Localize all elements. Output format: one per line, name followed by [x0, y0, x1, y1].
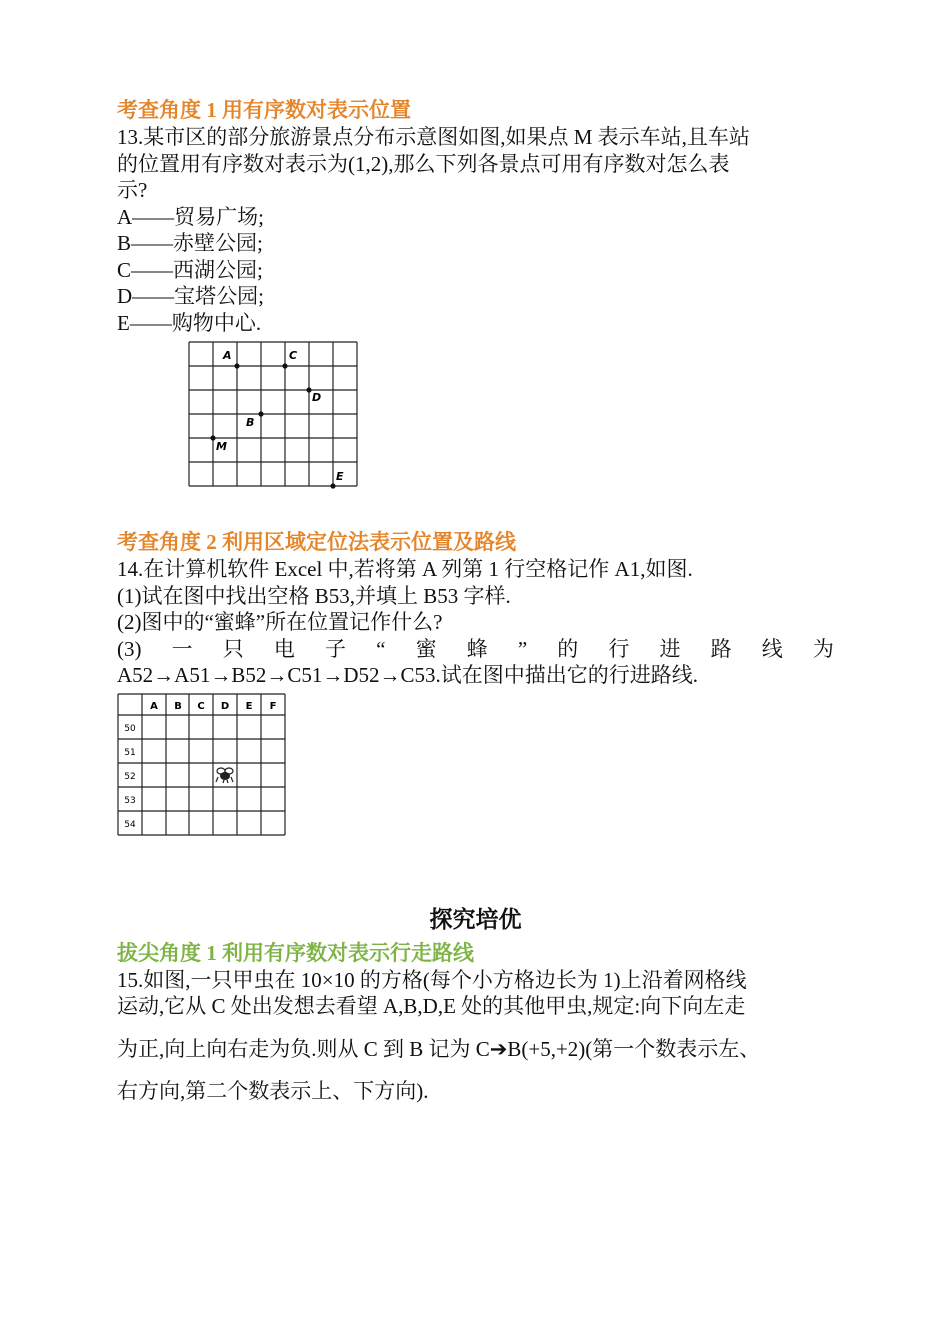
point-a — [234, 363, 239, 368]
section-1-heading: 考查角度 1 用有序数对表示位置 — [117, 98, 411, 122]
q13-line-1: 13.某市区的部分旅游景点分布示意图如图,如果点 M 表示车站,且车站 — [117, 125, 750, 149]
q14-word: 电 — [273, 636, 295, 661]
q15-line-2: 运动,它从 C 处出发想去看望 A,B,D,E 处的其他甲虫,规定:向下向左走 — [117, 994, 746, 1018]
q14-word: 一 — [171, 636, 193, 661]
row-header: 54 — [124, 819, 136, 830]
q14-line-5: A52→A51→B52→C51→D52→C53.试在图中描出它的行进路线. — [117, 663, 699, 687]
q15-line-3: 为正,向上向右走为负.则从 C 到 B 记为 C➔B(+5,+2)(第一个数表示左、 — [117, 1036, 761, 1061]
q13-line-3: 示? — [117, 178, 148, 202]
col-header: E — [245, 700, 253, 712]
col-header: F — [269, 700, 277, 712]
q14-word: 只 — [222, 636, 244, 661]
q14-row-headers — [124, 724, 136, 830]
q14-word: 的 — [557, 636, 579, 661]
q14-word: ” — [517, 636, 528, 661]
point-e — [330, 483, 335, 488]
q13-item-b: B——赤壁公园; — [117, 231, 263, 255]
label-a: A — [223, 349, 232, 362]
q14-line-2: (1)试在图中找出空格 B53,并填上 B53 字样. — [117, 583, 511, 608]
row-header: 52 — [124, 771, 136, 782]
row-header: 50 — [124, 723, 136, 734]
q14-table-lines — [118, 694, 285, 835]
q14-word: 子 — [325, 636, 346, 661]
worksheet-page — [117, 96, 834, 1105]
label-e: E — [336, 470, 344, 483]
col-header: A — [150, 700, 158, 712]
q14-word: “ — [376, 636, 386, 661]
col-header: D — [220, 700, 230, 712]
q14-word: 蜜 — [415, 636, 437, 661]
q13-grid-svg — [187, 340, 367, 490]
q14-line-3: (2)图中的“蜜蜂”所在位置记作什么? — [117, 610, 443, 634]
q14-word: (3) — [117, 636, 142, 661]
q14-word: 进 — [659, 636, 681, 661]
q13-item-a: A——贸易广场; — [117, 204, 264, 229]
q13-grid-figure — [187, 340, 367, 490]
q15-line-1: 15.如图,一只甲虫在 10×10 的方格(每个小方格边长为 1)上沿着网格线 — [117, 967, 747, 992]
section-3-title: 探究培优 — [429, 906, 522, 932]
q14-table-svg — [117, 693, 287, 839]
q14-table-figure — [117, 693, 287, 839]
q13-item-c: C——西湖公园; — [117, 257, 263, 282]
q13-grid-lines — [189, 342, 357, 486]
q14-line-1: 14.在计算机软件 Excel 中,若将第 A 列第 1 行空格记作 A1,如图. — [117, 557, 693, 581]
q15-line-4: 右方向,第二个数表示上、下方向). — [117, 1079, 429, 1103]
col-header: C — [197, 700, 205, 712]
section-3-heading: 拔尖角度 1 利用有序数对表示行走路线 — [117, 940, 474, 965]
q14-word: 蜂 — [466, 636, 488, 661]
q14-word: 行 — [608, 636, 630, 661]
row-header: 51 — [124, 747, 136, 758]
label-b: B — [246, 416, 255, 429]
row-header: 53 — [124, 795, 136, 806]
q13-item-d: D——宝塔公园; — [117, 284, 264, 308]
q14-line-4 — [117, 636, 834, 663]
col-header: B — [174, 700, 182, 712]
q14-word: 线 — [761, 636, 783, 661]
point-c — [282, 363, 287, 368]
q13-line-2: 的位置用有序数对表示为(1,2),那么下列各景点可用有序数对怎么表 — [117, 151, 730, 176]
label-c: C — [289, 349, 298, 362]
point-d — [306, 387, 311, 392]
point-b — [258, 411, 263, 416]
point-m — [210, 435, 215, 440]
bee-icon — [216, 768, 233, 783]
section-2-heading: 考查角度 2 利用区域定位法表示位置及路线 — [117, 530, 516, 554]
q14-word: 路 — [710, 636, 732, 661]
q13-item-e: E——购物中心. — [117, 310, 262, 335]
label-m: M — [216, 440, 227, 453]
q14-word: 为 — [812, 636, 834, 661]
label-d: D — [312, 391, 322, 404]
